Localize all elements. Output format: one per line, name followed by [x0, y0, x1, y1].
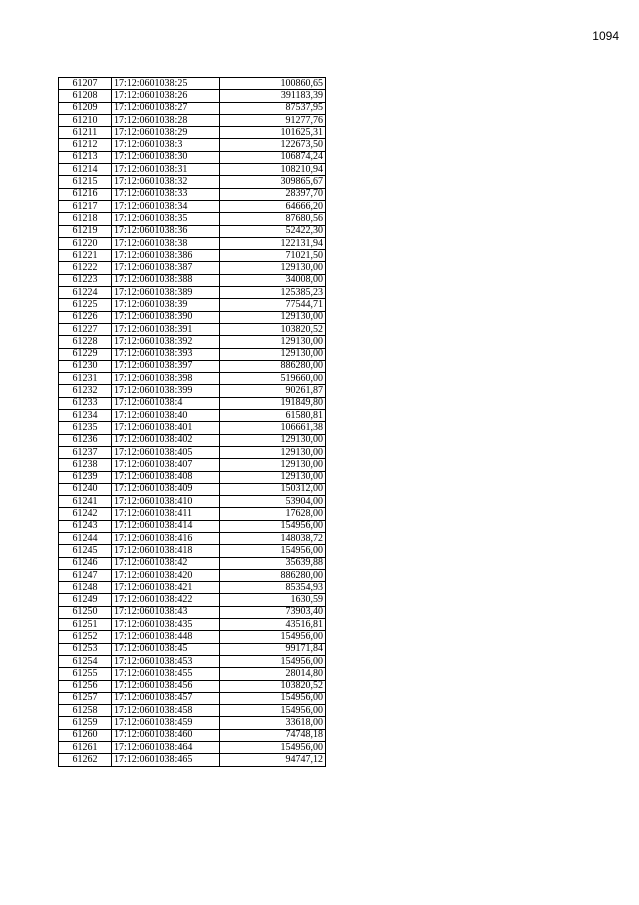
cadastral-value-cell: 35639,88 — [220, 557, 326, 569]
cadastral-number-cell: 17:12:0601038:39 — [112, 299, 220, 311]
row-number-cell: 61207 — [59, 78, 112, 90]
row-number-cell: 61248 — [59, 582, 112, 594]
table-row — [59, 643, 326, 655]
cadastral-value-cell: 129130,00 — [220, 434, 326, 446]
table-row — [59, 705, 326, 717]
cadastral-value-cell: 1630,59 — [220, 594, 326, 606]
row-number-cell: 61244 — [59, 532, 112, 544]
row-number-cell: 61239 — [59, 471, 112, 483]
cadastral-number-cell: 17:12:0601038:38 — [112, 237, 220, 249]
cadastral-value-cell: 122131,94 — [220, 237, 326, 249]
table-row — [59, 742, 326, 754]
cadastral-number-cell: 17:12:0601038:4 — [112, 397, 220, 409]
table-row — [59, 434, 326, 446]
table-row — [59, 410, 326, 422]
cadastral-number-cell: 17:12:0601038:29 — [112, 127, 220, 139]
cadastral-value-cell: 129130,00 — [220, 336, 326, 348]
row-number-cell: 61219 — [59, 225, 112, 237]
cadastral-value-cell: 309865,67 — [220, 176, 326, 188]
table-row — [59, 262, 326, 274]
cadastral-value-cell: 77544,71 — [220, 299, 326, 311]
table-row — [59, 422, 326, 434]
table-row — [59, 323, 326, 335]
cadastral-number-cell: 17:12:0601038:416 — [112, 532, 220, 544]
cadastral-number-cell: 17:12:0601038:421 — [112, 582, 220, 594]
table-row — [59, 90, 326, 102]
cadastral-number-cell: 17:12:0601038:411 — [112, 508, 220, 520]
row-number-cell: 61259 — [59, 717, 112, 729]
cadastral-value-cell: 129130,00 — [220, 471, 326, 483]
row-number-cell: 61235 — [59, 422, 112, 434]
row-number-cell: 61209 — [59, 102, 112, 114]
cadastral-value-cell: 99171,84 — [220, 643, 326, 655]
cadastral-value-cell: 53904,00 — [220, 496, 326, 508]
cadastral-number-cell: 17:12:0601038:35 — [112, 213, 220, 225]
cadastral-number-cell: 17:12:0601038:25 — [112, 78, 220, 90]
cadastral-number-cell: 17:12:0601038:36 — [112, 225, 220, 237]
row-number-cell: 61242 — [59, 508, 112, 520]
row-number-cell: 61222 — [59, 262, 112, 274]
cadastral-value-cell: 391183,39 — [220, 90, 326, 102]
cadastral-number-cell: 17:12:0601038:388 — [112, 274, 220, 286]
cadastral-number-cell: 17:12:0601038:465 — [112, 754, 220, 766]
cadastral-value-table — [58, 77, 326, 767]
table-row — [59, 754, 326, 766]
table-row — [59, 582, 326, 594]
table-row — [59, 557, 326, 569]
table-row — [59, 446, 326, 458]
cadastral-value-cell: 122673,50 — [220, 139, 326, 151]
table-row — [59, 373, 326, 385]
table-row — [59, 606, 326, 618]
cadastral-value-cell: 87537,95 — [220, 102, 326, 114]
table-row — [59, 508, 326, 520]
row-number-cell: 61236 — [59, 434, 112, 446]
cadastral-value-cell: 103820,52 — [220, 323, 326, 335]
table-row — [59, 385, 326, 397]
cadastral-value-cell: 129130,00 — [220, 446, 326, 458]
row-number-cell: 61230 — [59, 360, 112, 372]
cadastral-number-cell: 17:12:0601038:3 — [112, 139, 220, 151]
cadastral-number-cell: 17:12:0601038:405 — [112, 446, 220, 458]
cadastral-number-cell: 17:12:0601038:42 — [112, 557, 220, 569]
cadastral-value-cell: 74748,18 — [220, 729, 326, 741]
cadastral-number-cell: 17:12:0601038:409 — [112, 483, 220, 495]
cadastral-value-cell: 90261,87 — [220, 385, 326, 397]
table-row — [59, 176, 326, 188]
table-row — [59, 164, 326, 176]
row-number-cell: 61247 — [59, 569, 112, 581]
cadastral-number-cell: 17:12:0601038:30 — [112, 151, 220, 163]
cadastral-number-cell: 17:12:0601038:418 — [112, 545, 220, 557]
table-row — [59, 348, 326, 360]
cadastral-number-cell: 17:12:0601038:31 — [112, 164, 220, 176]
cadastral-number-cell: 17:12:0601038:435 — [112, 619, 220, 631]
cadastral-number-cell: 17:12:0601038:386 — [112, 250, 220, 262]
table-row — [59, 200, 326, 212]
cadastral-number-cell: 17:12:0601038:392 — [112, 336, 220, 348]
row-number-cell: 61227 — [59, 323, 112, 335]
table-row — [59, 151, 326, 163]
cadastral-value-cell: 91277,76 — [220, 114, 326, 126]
cadastral-number-cell: 17:12:0601038:460 — [112, 729, 220, 741]
cadastral-value-cell: 129130,00 — [220, 459, 326, 471]
row-number-cell: 61258 — [59, 705, 112, 717]
cadastral-number-cell: 17:12:0601038:45 — [112, 643, 220, 655]
table-row — [59, 680, 326, 692]
cadastral-number-cell: 17:12:0601038:456 — [112, 680, 220, 692]
table-body — [59, 78, 326, 767]
cadastral-number-cell: 17:12:0601038:410 — [112, 496, 220, 508]
cadastral-value-cell: 886280,00 — [220, 569, 326, 581]
table-row — [59, 532, 326, 544]
table-row — [59, 717, 326, 729]
row-number-cell: 61252 — [59, 631, 112, 643]
cadastral-number-cell: 17:12:0601038:464 — [112, 742, 220, 754]
table-row — [59, 127, 326, 139]
cadastral-value-cell: 52422,30 — [220, 225, 326, 237]
table-row — [59, 631, 326, 643]
cadastral-value-cell: 17628,00 — [220, 508, 326, 520]
row-number-cell: 61246 — [59, 557, 112, 569]
cadastral-value-cell: 154956,00 — [220, 692, 326, 704]
row-number-cell: 61255 — [59, 668, 112, 680]
cadastral-number-cell: 17:12:0601038:33 — [112, 188, 220, 200]
cadastral-value-cell: 150312,00 — [220, 483, 326, 495]
row-number-cell: 61233 — [59, 397, 112, 409]
row-number-cell: 61221 — [59, 250, 112, 262]
cadastral-value-cell: 154956,00 — [220, 742, 326, 754]
cadastral-value-cell: 886280,00 — [220, 360, 326, 372]
row-number-cell: 61251 — [59, 619, 112, 631]
cadastral-number-cell: 17:12:0601038:43 — [112, 606, 220, 618]
row-number-cell: 61220 — [59, 237, 112, 249]
table-row — [59, 250, 326, 262]
table-row — [59, 311, 326, 323]
table-row — [59, 78, 326, 90]
cadastral-value-cell: 28014,80 — [220, 668, 326, 680]
table-row — [59, 299, 326, 311]
row-number-cell: 61240 — [59, 483, 112, 495]
cadastral-number-cell: 17:12:0601038:397 — [112, 360, 220, 372]
cadastral-value-cell: 519660,00 — [220, 373, 326, 385]
table-row — [59, 114, 326, 126]
cadastral-value-cell: 34008,00 — [220, 274, 326, 286]
row-number-cell: 61210 — [59, 114, 112, 126]
row-number-cell: 61234 — [59, 410, 112, 422]
cadastral-number-cell: 17:12:0601038:389 — [112, 287, 220, 299]
table-row — [59, 619, 326, 631]
cadastral-value-cell: 129130,00 — [220, 262, 326, 274]
cadastral-value-cell: 103820,52 — [220, 680, 326, 692]
cadastral-value-cell: 108210,94 — [220, 164, 326, 176]
cadastral-number-cell: 17:12:0601038:408 — [112, 471, 220, 483]
cadastral-number-cell: 17:12:0601038:402 — [112, 434, 220, 446]
row-number-cell: 61229 — [59, 348, 112, 360]
row-number-cell: 61231 — [59, 373, 112, 385]
row-number-cell: 61217 — [59, 200, 112, 212]
cadastral-value-cell: 154956,00 — [220, 655, 326, 667]
cadastral-value-cell: 129130,00 — [220, 311, 326, 323]
cadastral-value-cell: 106661,38 — [220, 422, 326, 434]
cadastral-number-cell: 17:12:0601038:26 — [112, 90, 220, 102]
cadastral-value-cell: 191849,80 — [220, 397, 326, 409]
table-row — [59, 360, 326, 372]
cadastral-number-cell: 17:12:0601038:27 — [112, 102, 220, 114]
cadastral-number-cell: 17:12:0601038:398 — [112, 373, 220, 385]
row-number-cell: 61238 — [59, 459, 112, 471]
cadastral-value-cell: 154956,00 — [220, 520, 326, 532]
table-row — [59, 520, 326, 532]
cadastral-number-cell: 17:12:0601038:420 — [112, 569, 220, 581]
cadastral-value-cell: 106874,24 — [220, 151, 326, 163]
cadastral-value-cell: 125385,23 — [220, 287, 326, 299]
row-number-cell: 61228 — [59, 336, 112, 348]
row-number-cell: 61243 — [59, 520, 112, 532]
cadastral-value-cell: 28397,70 — [220, 188, 326, 200]
row-number-cell: 61214 — [59, 164, 112, 176]
cadastral-value-cell: 101625,31 — [220, 127, 326, 139]
cadastral-value-cell: 64666,20 — [220, 200, 326, 212]
cadastral-number-cell: 17:12:0601038:455 — [112, 668, 220, 680]
cadastral-number-cell: 17:12:0601038:393 — [112, 348, 220, 360]
table-row — [59, 569, 326, 581]
row-number-cell: 61237 — [59, 446, 112, 458]
row-number-cell: 61256 — [59, 680, 112, 692]
table-row — [59, 287, 326, 299]
table-row — [59, 483, 326, 495]
table-row — [59, 139, 326, 151]
row-number-cell: 61260 — [59, 729, 112, 741]
cadastral-number-cell: 17:12:0601038:422 — [112, 594, 220, 606]
cadastral-value-cell: 61580,81 — [220, 410, 326, 422]
table-row — [59, 594, 326, 606]
row-number-cell: 61261 — [59, 742, 112, 754]
row-number-cell: 61216 — [59, 188, 112, 200]
table-row — [59, 459, 326, 471]
table-row — [59, 237, 326, 249]
cadastral-number-cell: 17:12:0601038:401 — [112, 422, 220, 434]
row-number-cell: 61224 — [59, 287, 112, 299]
cadastral-number-cell: 17:12:0601038:34 — [112, 200, 220, 212]
row-number-cell: 61225 — [59, 299, 112, 311]
table-row — [59, 496, 326, 508]
cadastral-value-cell: 43516,81 — [220, 619, 326, 631]
cadastral-number-cell: 17:12:0601038:459 — [112, 717, 220, 729]
cadastral-value-cell: 154956,00 — [220, 705, 326, 717]
cadastral-number-cell: 17:12:0601038:457 — [112, 692, 220, 704]
cadastral-value-cell: 87680,56 — [220, 213, 326, 225]
cadastral-number-cell: 17:12:0601038:399 — [112, 385, 220, 397]
table-row — [59, 274, 326, 286]
cadastral-number-cell: 17:12:0601038:391 — [112, 323, 220, 335]
cadastral-number-cell: 17:12:0601038:28 — [112, 114, 220, 126]
table-row — [59, 336, 326, 348]
row-number-cell: 61232 — [59, 385, 112, 397]
row-number-cell: 61253 — [59, 643, 112, 655]
row-number-cell: 61249 — [59, 594, 112, 606]
row-number-cell: 61245 — [59, 545, 112, 557]
cadastral-value-cell: 94747,12 — [220, 754, 326, 766]
row-number-cell: 61257 — [59, 692, 112, 704]
table-row — [59, 729, 326, 741]
row-number-cell: 61212 — [59, 139, 112, 151]
row-number-cell: 61250 — [59, 606, 112, 618]
table-row — [59, 213, 326, 225]
cadastral-number-cell: 17:12:0601038:40 — [112, 410, 220, 422]
row-number-cell: 61241 — [59, 496, 112, 508]
row-number-cell: 61223 — [59, 274, 112, 286]
cadastral-number-cell: 17:12:0601038:448 — [112, 631, 220, 643]
row-number-cell: 61215 — [59, 176, 112, 188]
table-row — [59, 655, 326, 667]
row-number-cell: 61226 — [59, 311, 112, 323]
table-row — [59, 668, 326, 680]
row-number-cell: 61218 — [59, 213, 112, 225]
table-row — [59, 102, 326, 114]
cadastral-number-cell: 17:12:0601038:390 — [112, 311, 220, 323]
cadastral-value-cell: 154956,00 — [220, 631, 326, 643]
cadastral-number-cell: 17:12:0601038:407 — [112, 459, 220, 471]
table-row — [59, 471, 326, 483]
table-row — [59, 397, 326, 409]
cadastral-number-cell: 17:12:0601038:32 — [112, 176, 220, 188]
row-number-cell: 61208 — [59, 90, 112, 102]
row-number-cell: 61213 — [59, 151, 112, 163]
cadastral-value-cell: 129130,00 — [220, 348, 326, 360]
cadastral-value-cell: 73903,40 — [220, 606, 326, 618]
cadastral-value-cell: 100860,65 — [220, 78, 326, 90]
cadastral-value-cell: 148038,72 — [220, 532, 326, 544]
cadastral-number-cell: 17:12:0601038:387 — [112, 262, 220, 274]
cadastral-value-cell: 85354,93 — [220, 582, 326, 594]
table-row — [59, 225, 326, 237]
table-row — [59, 692, 326, 704]
cadastral-value-cell: 33618,00 — [220, 717, 326, 729]
cadastral-number-cell: 17:12:0601038:414 — [112, 520, 220, 532]
table-row — [59, 545, 326, 557]
cadastral-value-cell: 154956,00 — [220, 545, 326, 557]
cadastral-value-cell: 71021,50 — [220, 250, 326, 262]
row-number-cell: 61254 — [59, 655, 112, 667]
row-number-cell: 61211 — [59, 127, 112, 139]
page-number: 1094 — [592, 29, 619, 43]
row-number-cell: 61262 — [59, 754, 112, 766]
cadastral-number-cell: 17:12:0601038:458 — [112, 705, 220, 717]
cadastral-number-cell: 17:12:0601038:453 — [112, 655, 220, 667]
table-row — [59, 188, 326, 200]
